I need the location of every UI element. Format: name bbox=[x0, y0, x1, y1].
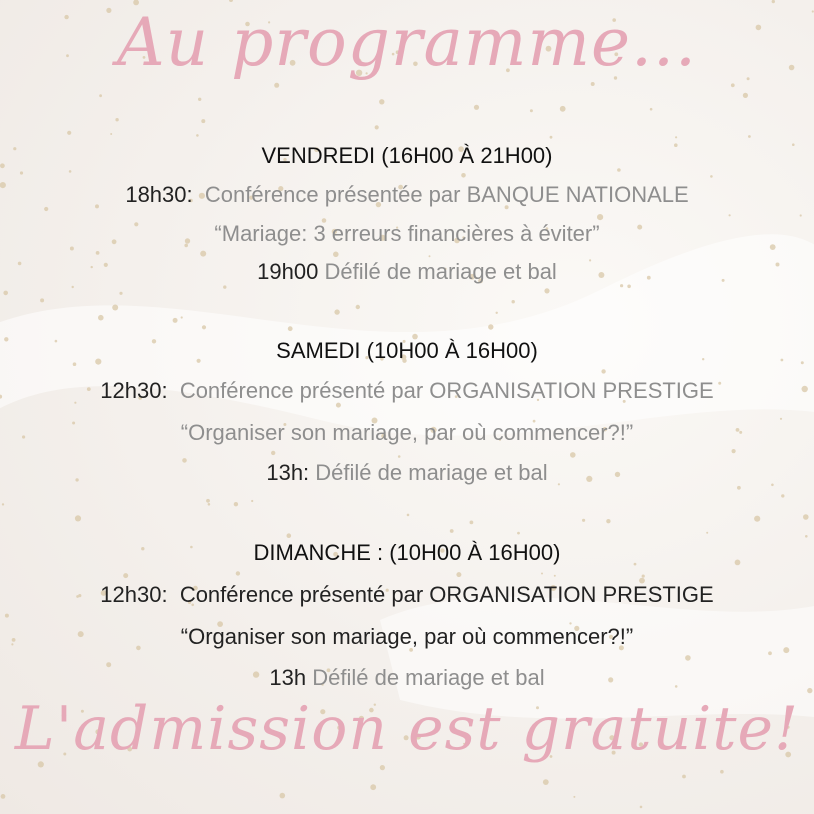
friday-conference-line bbox=[0, 182, 814, 208]
friday-parade-text: Défilé de mariage et bal bbox=[324, 259, 557, 284]
saturday-heading: SAMEDI (10H00 À 16H00) bbox=[276, 338, 538, 363]
saturday-conference-time: 12h30: bbox=[100, 378, 168, 403]
friday-parade-line bbox=[0, 259, 814, 285]
sunday-parade-text: Défilé de mariage et bal bbox=[312, 665, 545, 690]
saturday-parade-time: 13h: bbox=[266, 460, 310, 485]
saturday-conference-line bbox=[0, 378, 814, 404]
sunday-quote: “Organiser son mariage, par où commencer?!” bbox=[180, 624, 634, 649]
admission-free-message: L'admission est gratuite! bbox=[14, 694, 800, 764]
saturday-parade-line bbox=[0, 460, 814, 486]
sunday-conference-text: Conférence présenté par ORGANISATION PRESTIGE bbox=[179, 582, 714, 607]
program-title: Au programme... bbox=[117, 4, 697, 81]
friday-parade-time: 19h00 bbox=[257, 259, 319, 284]
saturday-parade-text: Défilé de mariage et bal bbox=[315, 460, 548, 485]
saturday-conference-text: Conférence présenté par ORGANISATION PRESTIGE bbox=[179, 378, 714, 403]
sunday-heading: DIMANCHE : (10H00 À 16H00) bbox=[253, 540, 561, 565]
friday-conference-text: Conférence présentée par BANQUE NATIONALE bbox=[204, 182, 689, 207]
sunday-conference-time: 12h30: bbox=[100, 582, 168, 607]
friday-heading: VENDREDI (16H00 À 21H00) bbox=[261, 143, 553, 168]
saturday-quote: “Organiser son mariage, par où commencer?!” bbox=[180, 420, 634, 445]
friday-conference-time: 18h30: bbox=[125, 182, 193, 207]
sunday-parade-time: 13h bbox=[269, 665, 307, 690]
friday-quote: “Mariage: 3 erreurs financières à éviter” bbox=[214, 221, 600, 246]
sunday-parade-line bbox=[0, 665, 814, 691]
sunday-conference-line bbox=[0, 582, 814, 608]
